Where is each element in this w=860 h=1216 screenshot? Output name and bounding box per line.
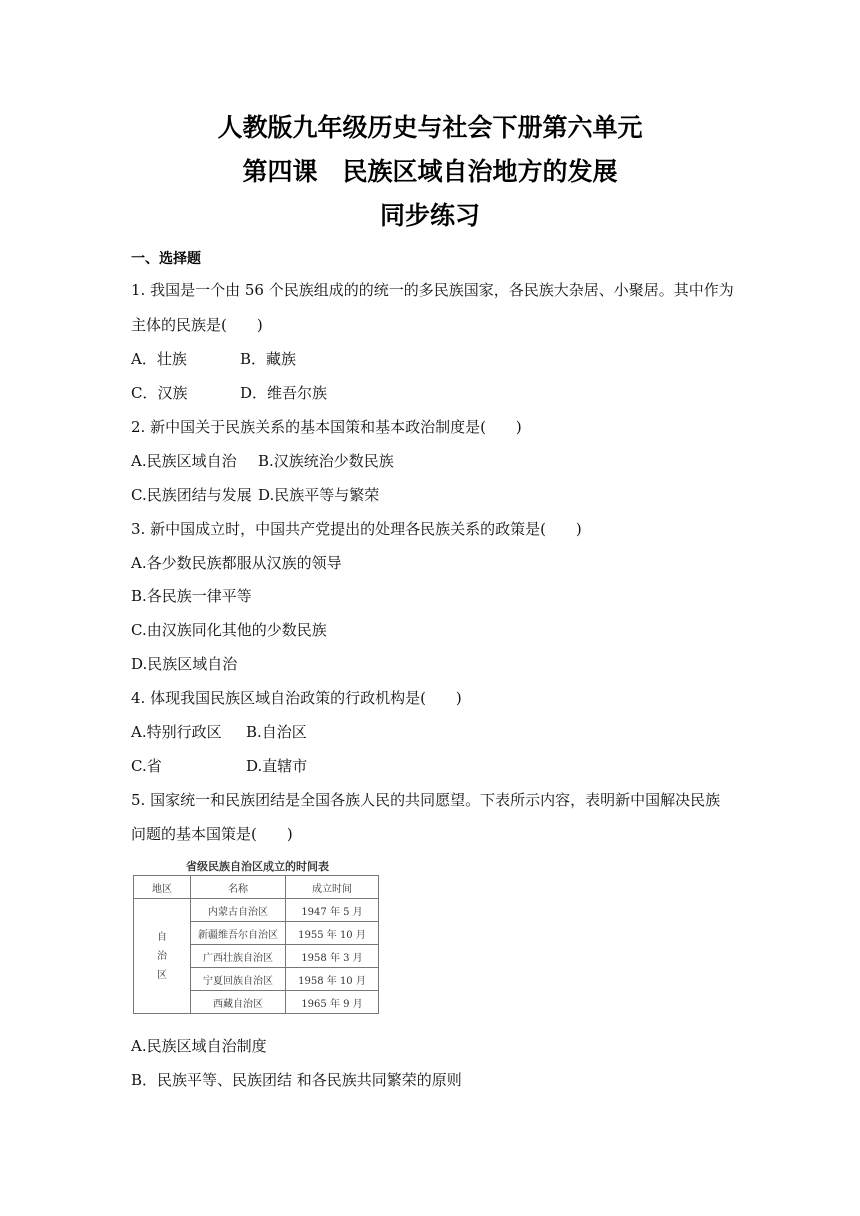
- q4-option-d: D.直辖市: [246, 757, 308, 775]
- q2-option-row-2: [131, 485, 380, 505]
- q3-option-b: B.各民族一律平等: [131, 587, 252, 605]
- row-name: 西藏自治区: [191, 991, 286, 1014]
- q1-option-d: D．维吾尔族: [240, 384, 328, 402]
- q5-option-b: B．民族平等、民族团结 和各民族共同繁荣的原则: [131, 1071, 462, 1089]
- q3-stem: 3. 新中国成立时，中国共产党提出的处理各民族关系的政策是( ): [131, 520, 582, 538]
- row-name: 宁夏回族自治区: [191, 968, 286, 991]
- row-date: 1955 年 10 月: [286, 922, 379, 945]
- q1-stem-line-2: 主体的民族是( ): [131, 316, 263, 334]
- header-date: 成立时间: [286, 876, 379, 899]
- q1-stem-line-1: 1. 我国是一个由 56 个民族组成的的统一的多民族国家，各民族大杂居、小聚居。其中作为: [131, 281, 734, 299]
- row-name: 新疆维吾尔自治区: [191, 922, 286, 945]
- q2-stem: 2. 新中国关于民族关系的基本国策和基本政治制度是( ): [131, 418, 522, 436]
- q2-option-c: C.民族团结与发展: [131, 486, 252, 504]
- table-header-row: [134, 876, 379, 899]
- region-cell: [134, 899, 191, 1014]
- q4-option-a: A.特别行政区: [131, 723, 222, 741]
- row-name: 广西壮族自治区: [191, 945, 286, 968]
- row-date: 1965 年 9 月: [286, 991, 379, 1014]
- header-region: 地区: [134, 876, 191, 899]
- title-line-3: 同步练习: [379, 201, 480, 230]
- region-label: 自 治 区: [157, 931, 167, 981]
- q4-option-row-1: [131, 722, 307, 742]
- section-heading: 一、选择题: [131, 251, 201, 267]
- q1-option-a: A．壮族: [131, 350, 187, 368]
- q1-option-b: B．藏族: [240, 350, 297, 368]
- q2-option-d: D.民族平等与繁荣: [258, 486, 380, 504]
- q4-option-b: B.自治区: [246, 723, 307, 741]
- title-line-1: 人教版九年级历史与社会下册第六单元: [217, 113, 643, 142]
- q3-option-a: A.各少数民族都服从汉族的领导: [131, 554, 342, 572]
- q5-stem-line-2: 问题的基本国策是( ): [131, 825, 293, 843]
- row-date: 1947 年 5 月: [286, 899, 379, 922]
- header-name: 名称: [191, 876, 286, 899]
- q4-option-row-2: [131, 756, 308, 776]
- q3-option-c: C.由汉族同化其他的少数民族: [131, 621, 327, 639]
- table-caption: 省级民族自治区成立的时间表: [186, 860, 329, 873]
- q4-option-c: C.省: [131, 757, 162, 775]
- q1-option-c: C．汉族: [131, 384, 188, 402]
- q2-option-row-1: [131, 451, 394, 471]
- q5-stem-line-1: 5. 国家统一和民族团结是全国各族人民的共同愿望。下表所示内容，表明新中国解决民族: [131, 791, 721, 809]
- q2-option-b: B.汉族统治少数民族: [258, 452, 394, 470]
- row-date: 1958 年 10 月: [286, 968, 379, 991]
- autonomous-region-table: [133, 875, 379, 1014]
- q4-stem: 4. 体现我国民族区域自治政策的行政机构是( ): [131, 689, 462, 707]
- title-line-2: 第四课 民族区域自治地方的发展: [242, 157, 618, 186]
- q2-option-a: A.民族区域自治: [131, 452, 237, 470]
- q3-option-d: D.民族区域自治: [131, 655, 238, 673]
- q5-option-a: A.民族区域自治制度: [131, 1037, 267, 1055]
- table-row: [134, 899, 379, 922]
- row-date: 1958 年 3 月: [286, 945, 379, 968]
- q1-option-row-1: [131, 349, 297, 369]
- q1-option-row-2: [131, 383, 328, 403]
- row-name: 内蒙古自治区: [191, 899, 286, 922]
